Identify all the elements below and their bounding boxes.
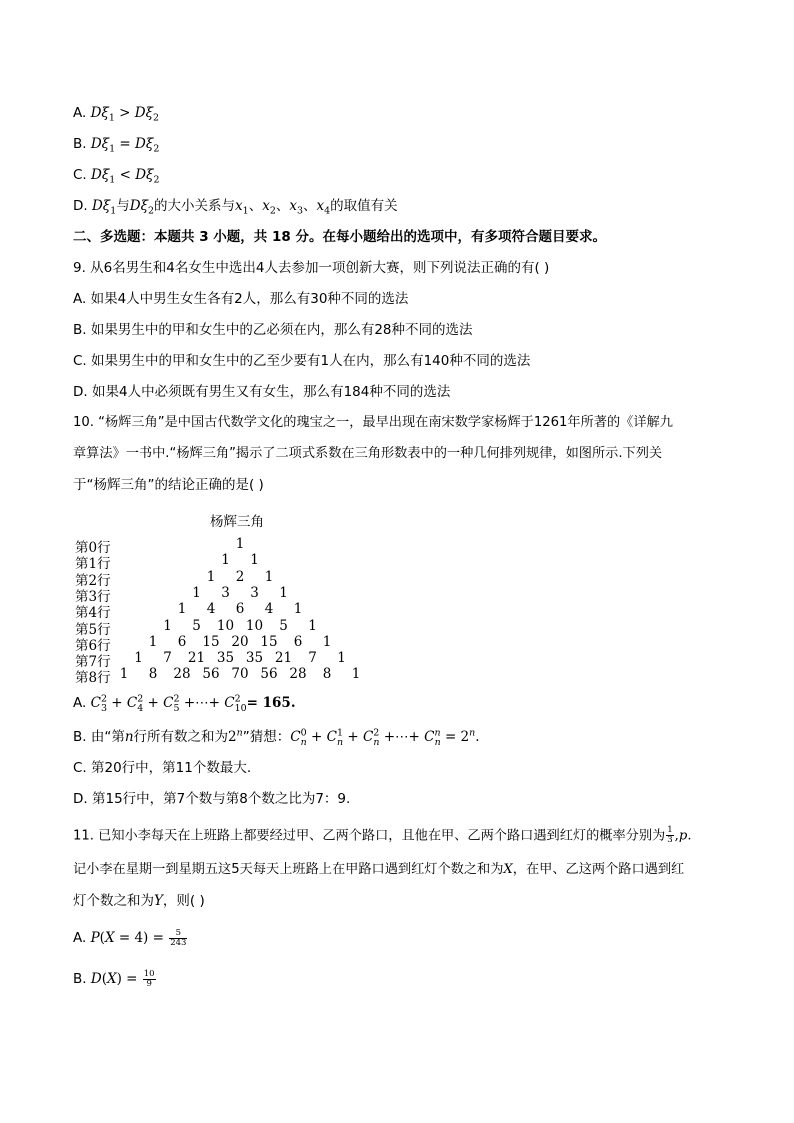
triangle-entry: 28 <box>173 666 191 683</box>
triangle-entry: 35 <box>216 650 235 667</box>
q10-stem-line2: 章算法》一书中.“杨辉三角”揭示了二项式系数在三角形数表中的一种几何排列规律，如图所示.下列关 <box>73 446 663 461</box>
q11-option-a: A. P(X = 4) = $\frac{5}{243}$ <box>73 927 187 948</box>
triangle-entry: 4 <box>264 601 274 618</box>
triangle-title: 杨辉三角 <box>210 514 264 530</box>
triangle-entry: 1 <box>235 536 245 552</box>
triangle-entry: 6 <box>235 601 245 618</box>
triangle-row-label: 第4行 <box>75 605 111 622</box>
triangle-entry: 7 <box>308 650 317 667</box>
triangle-row-label: 第2行 <box>75 572 111 589</box>
triangle-entry: 6 <box>293 633 303 650</box>
q9-option-a: A. 如果4人中男生女生各有2人，那么有30种不同的选法 <box>73 291 409 307</box>
triangle-entry: 1 <box>264 568 274 585</box>
q11-option-b: B. D(X) = $\frac{10}{9}$ <box>73 968 155 989</box>
q9-option-b: B. 如果男生中的甲和女生中的乙必须在内，那么有28种不同的选法 <box>73 322 473 338</box>
triangle-row-label: 第8行 <box>75 670 111 687</box>
triangle-entry: 1 <box>221 552 230 569</box>
triangle-entry: 20 <box>231 633 249 650</box>
q9-option-c: C. 如果男生中的甲和女生中的乙至少要有1人在内，那么有140种不同的选法 <box>73 353 531 369</box>
triangle-entry: 5 <box>279 617 288 634</box>
triangle-entry: 3 <box>250 584 259 601</box>
q11-stem-line2: 记小李在星期一到星期五这5天每天上班路上在甲路口遇到红灯个数之和为X，在甲、乙这两个路口遇到红 <box>73 862 685 877</box>
triangle-entry: 1 <box>322 633 332 650</box>
triangle-entry: 5 <box>192 617 201 634</box>
triangle-row-label: 第0行 <box>75 540 111 556</box>
triangle-entry: 56 <box>260 666 278 683</box>
triangle-entry: 21 <box>274 650 293 667</box>
triangle-row-label: 第1行 <box>75 556 111 573</box>
triangle-entry: 8 <box>148 666 158 683</box>
fraction-one-third: $\frac{1}{3}$ <box>667 825 673 845</box>
triangle-entry: 21 <box>187 650 206 667</box>
fraction-5-over-243: $\frac{5}{243}$ <box>170 927 187 948</box>
triangle-entry: 6 <box>177 633 187 650</box>
q10-stem-line1: 10. “杨辉三角”是中国古代数学文化的瑰宝之一，最早出现在南宋数学家杨辉于1261年所著的《详解九 <box>73 415 673 430</box>
triangle-entry: 1 <box>337 650 346 667</box>
triangle-entry: 15 <box>260 633 278 650</box>
triangle-entry: 10 <box>245 617 264 634</box>
q10-option-d: D. 第15行中，第7个数与第8个数之比为7：9. <box>73 791 351 807</box>
q11-stem-line1: 11. 已知小李每天在上班路上都要经过甲、乙两个路口，且他在甲、乙两个路口遇到红灯的概率分别为 $\frac{1}{3}$ ,p. <box>73 825 692 845</box>
triangle-entry: 1 <box>192 584 201 601</box>
triangle-entry: 4 <box>206 601 216 618</box>
triangle-entry: 2 <box>235 568 245 585</box>
triangle-entry: 70 <box>231 666 249 683</box>
triangle-entry: 1 <box>351 666 361 683</box>
q8-option-b: B. $D\xi_1 = D\xi_2$ <box>73 136 160 155</box>
triangle-row-label: 第3行 <box>75 588 111 605</box>
q9-option-d: D. 如果4人中必须既有男生又有女生，那么有184种不同的选法 <box>73 384 451 400</box>
q10-option-b: B. 由“第n行所有数之和为2$^n$”猜想：$C^0_n + C^1_n + C^2_n$ +⋯+ $C^n_n = 2^n$. <box>73 727 480 748</box>
fraction-10-over-9: $\frac{10}{9}$ <box>143 968 155 989</box>
triangle-entry: 1 <box>293 601 303 618</box>
yang-hui-triangle-figure <box>75 510 395 685</box>
triangle-entry: 28 <box>289 666 307 683</box>
triangle-entry: 1 <box>177 601 187 618</box>
section-heading: 二、多选题：本题共 3 小题，共 18 分。在每小题给出的选项中，有多项符合题目要求。 <box>73 229 606 245</box>
q8-option-a: A. $D\xi_1 > D\xi_2$ <box>73 105 160 124</box>
triangle-entry: 1 <box>119 666 129 683</box>
q10-option-a: A. $C^2_3 + C^2_4 + C^2_5$ +⋯+ $C^2_{10}= 165$. <box>73 693 296 714</box>
triangle-entry: 1 <box>250 552 259 569</box>
triangle-entry: 1 <box>134 650 143 667</box>
triangle-entry: 1 <box>308 617 317 634</box>
triangle-row-label: 第6行 <box>75 637 111 654</box>
q8-option-d: D. $D\xi_1$与$D\xi_2$的大小关系与$x_1$、$x_2$、$x_3$、$x_4$的取值有关 <box>73 198 398 217</box>
q9-stem: 9. 从6名男生和4名女生中选出4人去参加一项创新大赛，则下列说法正确的有( ) <box>73 260 550 276</box>
triangle-entry: 10 <box>216 617 235 634</box>
q8-option-c: C. $D\xi_1 < D\xi_2$ <box>73 167 160 186</box>
q10-option-c: C. 第20行中，第11个数最大. <box>73 760 252 776</box>
triangle-entry: 8 <box>322 666 332 683</box>
q10-stem-line3: 于“杨辉三角”的结论正确的是( ) <box>73 477 264 493</box>
triangle-entry: 1 <box>148 633 158 650</box>
triangle-entry: 1 <box>279 584 288 601</box>
triangle-row-label: 第7行 <box>75 654 111 671</box>
triangle-entry: 3 <box>221 584 230 601</box>
triangle-row-label: 第5行 <box>75 621 111 638</box>
q11-stem-line3: 灯个数之和为Y，则( ) <box>73 893 205 909</box>
triangle-entry: 35 <box>245 650 264 667</box>
triangle-entry: 1 <box>206 568 216 585</box>
triangle-entry: 1 <box>163 617 172 634</box>
triangle-entry: 7 <box>163 650 172 667</box>
triangle-entry: 56 <box>202 666 220 683</box>
triangle-entry: 15 <box>202 633 220 650</box>
